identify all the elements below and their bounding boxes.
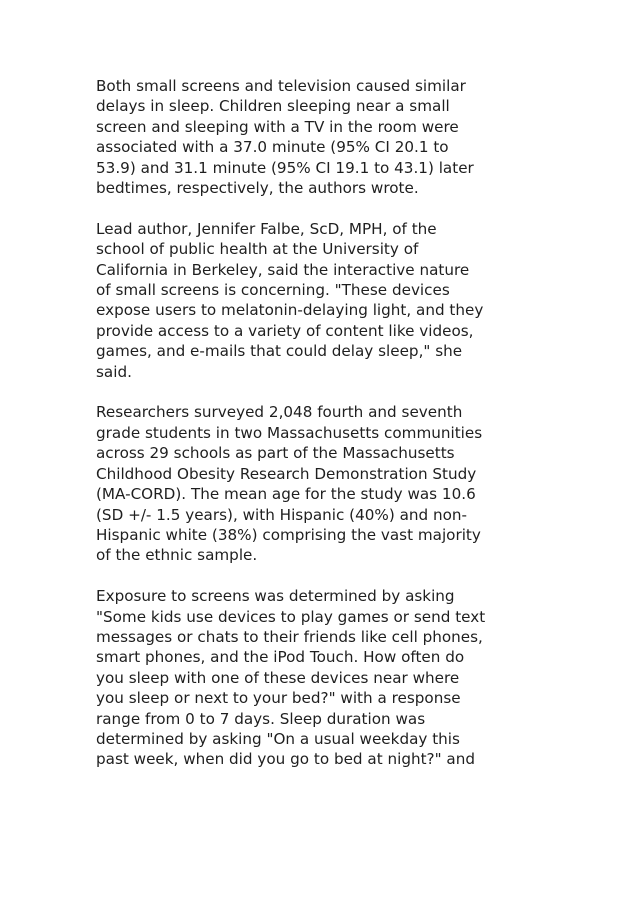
- text-line: of small screens is concerning. "These devices: [96, 281, 450, 300]
- document-page: [96, 76, 546, 790]
- paragraph-sleep-delays: [96, 76, 546, 198]
- paragraph-lead-author: [96, 219, 546, 382]
- text-line: messages or chats to their friends like cell phones,: [96, 627, 483, 646]
- text-line: delays in sleep. Children sleeping near a small: [96, 97, 450, 116]
- text-line: (MA-CORD). The mean age for the study was 10.6: [96, 485, 476, 504]
- text-line: determined by asking "On a usual weekday this: [96, 729, 460, 748]
- paragraph-screen-exposure: [96, 586, 546, 770]
- text-line: (SD +/- 1.5 years), with Hispanic (40%) and non-: [96, 505, 468, 524]
- text-line: smart phones, and the iPod Touch. How often do: [96, 648, 465, 667]
- paragraph-researchers-surveyed: [96, 402, 546, 565]
- text-line: Both small screens and television caused similar: [96, 77, 466, 95]
- text-line: Researchers surveyed 2,048 fourth and seventh: [96, 403, 463, 422]
- text-line: you sleep with one of these devices near where: [96, 668, 460, 687]
- text-line: of the ethnic sample.: [96, 546, 258, 565]
- text-line: bedtimes, respectively, the authors wrote.: [96, 179, 419, 198]
- text-line: across 29 schools as part of the Massachusetts: [96, 444, 455, 463]
- text-line: expose users to melatonin-delaying light, and they: [96, 301, 484, 320]
- text-line: screen and sleeping with a TV in the room were: [96, 117, 459, 136]
- text-line: Childhood Obesity Research Demonstration Study: [96, 464, 477, 483]
- text-line: California in Berkeley, said the interactive nature: [96, 260, 470, 279]
- text-line: past week, when did you go to bed at night?" and: [96, 750, 475, 769]
- text-line: 53.9) and 31.1 minute (95% CI 19.1 to 43.1) later: [96, 158, 474, 177]
- text-line: Hispanic white (38%) comprising the vast majority: [96, 525, 481, 544]
- text-line: school of public health at the University of: [96, 240, 419, 259]
- text-line: said.: [96, 362, 132, 381]
- text-line: grade students in two Massachusetts communities: [96, 423, 483, 442]
- text-line: "Some kids use devices to play games or send text: [96, 607, 486, 626]
- text-line: range from 0 to 7 days. Sleep duration was: [96, 709, 426, 728]
- text-line: Lead author, Jennifer Falbe, ScD, MPH, of the: [96, 219, 437, 238]
- text-line: Exposure to screens was determined by asking: [96, 587, 455, 606]
- text-line: you sleep or next to your bed?" with a response: [96, 689, 461, 708]
- text-line: games, and e-mails that could delay sleep," she: [96, 342, 463, 361]
- text-line: provide access to a variety of content like videos,: [96, 321, 474, 340]
- text-line: associated with a 37.0 minute (95% CI 20.1 to: [96, 138, 449, 157]
